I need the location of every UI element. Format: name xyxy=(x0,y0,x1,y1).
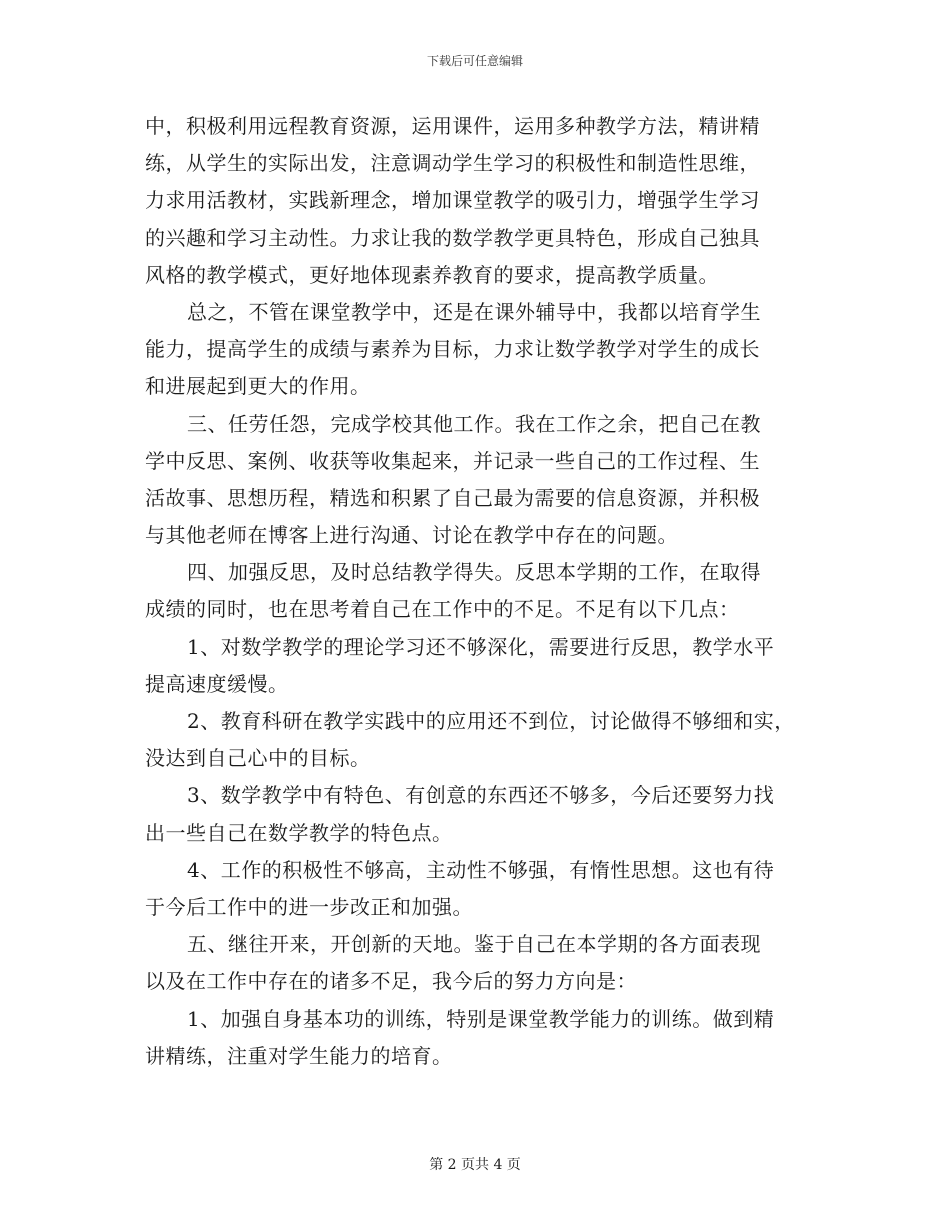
text-line: 与其他老师在博客上进行沟通、讨论在教学中存在的问题。 xyxy=(145,523,678,548)
list-item-line: 1、加强自身基本功的训练，特别是课堂教学能力的训练。做到精 xyxy=(187,1006,775,1031)
text-line: 风格的教学模式，更好地体现素养教育的要求，提高教学质量。 xyxy=(145,262,719,287)
text-line: 的兴趣和学习主动性。力求让我的数学教学更具特色，形成自己独具 xyxy=(145,225,760,250)
text-line: 练，从学生的实际出发，注意调动学生学习的积极性和制造性思维， xyxy=(145,151,760,176)
text-line: 没达到自己心中的目标。 xyxy=(145,746,371,771)
text-line: 提高速度缓慢。 xyxy=(145,671,289,696)
list-item-line: 1、对数学教学的理论学习还不够深化，需要进行反思，教学水平 xyxy=(187,634,775,659)
paragraph-start-line: 总之，不管在课堂教学中，还是在课外辅导中，我都以培育学生 xyxy=(187,299,761,324)
page-header: 下载后可任意编辑 xyxy=(426,54,523,68)
section-heading-line: 三、任劳任怨，完成学校其他工作。我在工作之余，把自己在教 xyxy=(187,411,761,436)
text-line: 学中反思、案例、收获等收集起来，并记录一些自己的工作过程、生 xyxy=(145,448,760,473)
section-heading-line: 四、加强反思，及时总结教学得失。反思本学期的工作，在取得 xyxy=(187,560,761,585)
text-line: 讲精练，注重对学生能力的培育。 xyxy=(145,1043,453,1068)
text-line: 活故事、思想历程，精选和积累了自己最为需要的信息资源，并积极 xyxy=(145,485,760,510)
page-number-footer: 第 2 页共 4 页 xyxy=(429,1157,521,1173)
list-item-line: 4、工作的积极性不够高，主动性不够强，有惰性思想。这也有待 xyxy=(187,857,775,882)
text-line: 成绩的同时，也在思考着自己在工作中的不足。不足有以下几点： xyxy=(145,597,740,622)
text-line: 于今后工作中的进一步改正和加强。 xyxy=(145,894,473,919)
text-line: 和进展起到更大的作用。 xyxy=(145,374,371,399)
section-heading-line: 五、继往开来，开创新的天地。鉴于自己在本学期的各方面表现 xyxy=(187,932,761,957)
list-item-line: 3、数学教学中有特色、有创意的东西还不够多，今后还要努力找 xyxy=(187,783,775,808)
list-item-line: 2、教育科研在教学实践中的应用还不到位，讨论做得不够细和实， xyxy=(187,709,795,733)
text-line: 以及在工作中存在的诸多不足，我今后的努力方向是： xyxy=(145,969,637,994)
text-line: 出一些自己在数学教学的特色点。 xyxy=(145,820,453,845)
text-line: 中，积极利用远程教育资源，运用课件，运用多种教学方法，精讲精 xyxy=(145,114,760,138)
text-line: 能力，提高学生的成绩与素养为目标，力求让数学教学对学生的成长 xyxy=(145,337,760,362)
document-body xyxy=(145,108,825,1075)
text-line: 力求用活教材，实践新理念，增加课堂教学的吸引力，增强学生学习 xyxy=(145,188,760,213)
